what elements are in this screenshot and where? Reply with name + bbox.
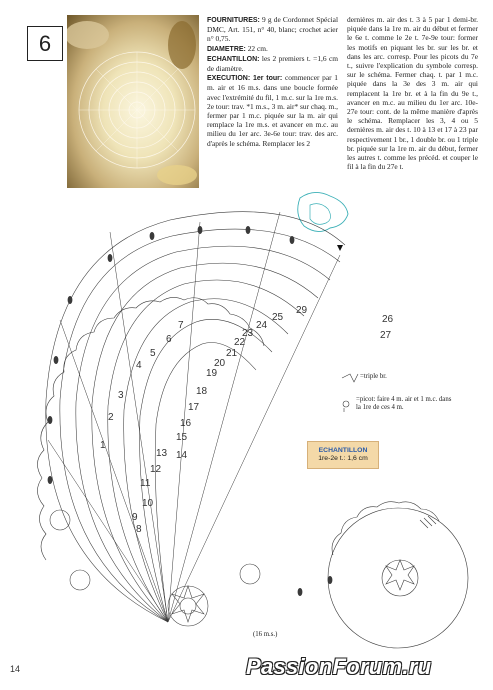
chart-rounds [46,212,345,622]
round-label: 16 [180,418,192,429]
sample-box-detail: 1re-2e t.: 1,6 cm [318,455,368,462]
round-label: 19 [206,368,218,379]
chart-motifs [50,510,260,626]
round-label: 2 [108,412,114,423]
round-label: 21 [226,348,238,359]
round-label: 6 [166,334,172,345]
round-label: 4 [136,360,142,371]
round-label: 17 [188,402,200,413]
materials-label: FOURNITURES: [207,17,260,24]
round-label: 18 [196,386,208,397]
center-note: (16 m.s.) [253,631,278,638]
continuation-paragraph: dernières m. air des t. 3 à 5 par 1 demi-br. piquée dans la 1re m. air du début et fermer le 6e t. comme le 2e t. 7e-9e tour: former les motifs en piquant les br. sur les br. et dans les arc. corresp. Pour les picots du 7e t., suivre l'explication du symbole corresp. sur le schéma. Fermer chaq. t. par 1 m.c. piquée dans la 3e des 3 m. air qui remplacent la 1re br. et à la fin du 9e t., avancer en m.c. au milieu du 1er arc. 10e-27e tour: cont. de la même manière d'après le schéma. Remplacer les 3, 4 ou 5 dernières m. air des t. 10 à 13 et 17 à 23 par respectivement 1 br., 1 double br. ou 1 triple br. piquée sur la 1re m. air du début, fermer les autres t. comme les précéd. et couper le fil à la fin du 27e t. [347,15,478,172]
round-label: 25 [272,312,284,323]
watermark: PassionForum.ru [246,654,432,679]
round-label: 5 [150,348,156,359]
round-label: 15 [176,432,188,443]
round-label: 26 [382,314,394,325]
round-label: 3 [118,390,124,401]
round-label: 27 [380,330,392,341]
teal-ornament-inner [310,204,331,225]
diameter-label: DIAMETRE: [207,45,246,53]
legend-triple: =triple br. [360,373,387,380]
pattern-number: 6 [38,30,52,56]
diameter-text: 22 cm. [245,43,268,53]
round-label: 20 [214,358,226,369]
round-number-labels [100,305,394,535]
sample-diagram [328,502,468,648]
round-label: 1 [100,440,106,451]
round-label: 14 [176,450,188,461]
round-label: 8 [136,524,142,535]
sample-box [307,441,379,469]
chart-outer-scallops [37,297,264,560]
page-number: 14 [10,664,21,674]
round-label: 29 [296,305,308,316]
execution-label: EXECUTION: 1er tour: [207,75,283,83]
round-label: 11 [140,478,151,489]
execution-text: commencer par 1 m. air et 16 m.s. dans une boucle formée avec l'extrémité du fil, 1 m.c. sur la 1re m.s. 2e tour: trav. *1 m.s., 3 m. air* sur chaq. m., fermer par 1 m.c. piquée sur la m. air qui remplace la 1re m.s. et avancer en m.c. au milieu du 1er arc. 3e-6e tour: trav. des arc. d'après le schéma. Remplacer les 2 [207,73,338,148]
sample-box-title: ECHANTILLON [318,446,368,454]
round-label: 24 [256,320,268,331]
materials-text: 9 g de Cordonnet Spécial DMC, Art. 151, n° 40, blanc; crochet acier n° 0,75. [207,15,338,44]
triple-stitch-icon [342,374,358,382]
round-label: 10 [142,498,154,509]
round-label: 9 [132,512,138,523]
start-marker-icon [337,245,343,251]
round-label: 23 [242,328,254,339]
round-label: 7 [178,320,184,331]
teal-ornament [298,192,348,231]
sample-text: les 2 premiers t. =1,6 cm de diamètre. [207,53,338,74]
legend-picot: =picot: faire 4 m. air et 1 m.c. dans la 1re de ces 4 m. [356,396,452,411]
round-label: 22 [234,337,246,348]
sample-label: ECHANTILLON: [207,55,260,63]
picot-icon [343,401,349,407]
round-label: 13 [156,448,168,459]
round-label: 12 [150,464,162,475]
